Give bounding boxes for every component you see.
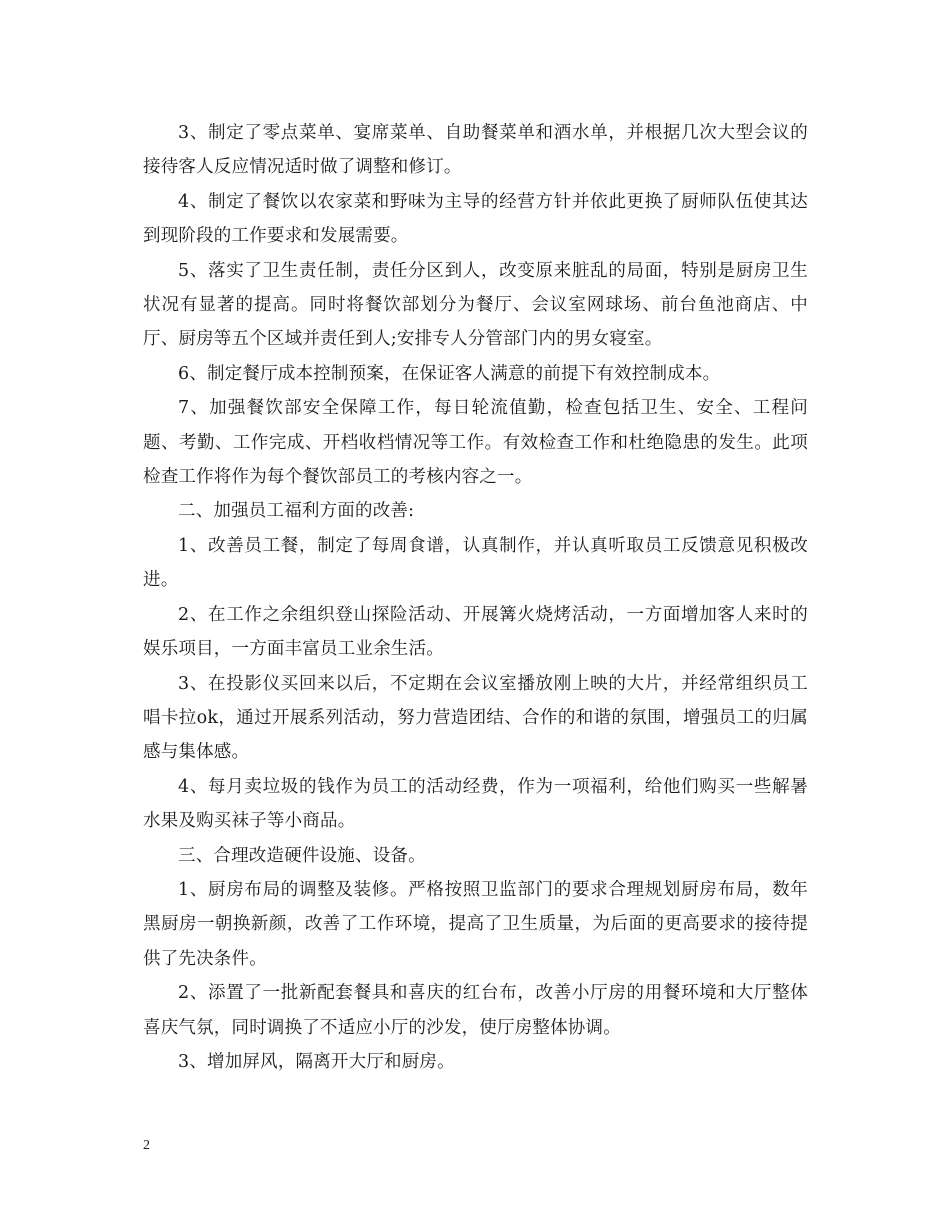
paragraph-new-tableware: 2、添置了一批新配套餐具和喜庆的红台布，改善小厅房的用餐环境和大厅整体喜庆气氛，同时调换了不适应小厅的沙发，使厅房整体协调。 [143,983,808,1038]
paragraph-kitchen-renovation: 1、厨房布局的调整及装修。严格按照卫监部门的要求合理规划厨房布局，数年黑厨房一朝换新颜，改善了工作环境，提高了卫生质量，为后面的更高要求的接待提供了先决条件。 [143,879,808,969]
paragraph-team-activities: 3、在投影仪买回来以后，不定期在会议室播放刚上映的大片，并经常组织员工唱卡拉ok，通过开展系列活动，努力营造团结、合作的和谐的氛围，增强员工的归属感与集体感。 [143,673,808,763]
paragraph-activity-funds: 4、每月卖垃圾的钱作为员工的活动经费，作为一项福利，给他们购买一些解暑水果及购买袜子等小商品。 [143,776,808,832]
document-body [143,116,808,1079]
section-heading-facilities: 三、合理改造硬件设施、设备。 [178,845,426,866]
paragraph-safety-work: 7、加强餐饮部安全保障工作，每日轮流值勤，检查包括卫生、安全、工程问题、考勤、工作完成、开档收档情况等工作。有效检查工作和杜绝隐患的发生。此项检查工作将作为每个餐饮部员工的考核内容之一。 [143,398,808,488]
paragraph-leisure-activities: 2、在工作之余组织登山探险活动、开展篝火烧烤活动，一方面增加客人来时的娱乐项目，一方面丰富员工业余生活。 [143,604,808,660]
paragraph-hygiene-responsibility: 5、落实了卫生责任制，责任分区到人，改变原来脏乱的局面，特别是厨房卫生状况有显著的提高。同时将餐饮部划分为餐厅、会议室网球场、前台鱼池商店、中厅、厨房等五个区域并责任到人;安排专人分管部门内的男女寝室。 [143,260,808,350]
page-number: 2 [143,1138,150,1153]
paragraph-screens: 3、增加屏风，隔离开大厅和厨房。 [178,1051,455,1072]
paragraph-cost-control: 6、制定餐厅成本控制预案，在保证客人满意的前提下有效控制成本。 [178,363,721,384]
section-heading-welfare: 二、加强员工福利方面的改善: [178,501,415,522]
paragraph-menu-updates: 3、制定了零点菜单、宴席菜单、自助餐菜单和酒水单，并根据几次大型会议的接待客人反应情况适时做了调整和修订。 [143,123,808,178]
paragraph-staff-meals: 1、改善员工餐，制定了每周食谱，认真制作，并认真听取员工反馈意见积极改进。 [143,535,808,591]
paragraph-business-policy: 4、制定了餐饮以农家菜和野味为主导的经营方针并依此更换了厨师队伍使其达到现阶段的工作要求和发展需要。 [143,191,808,247]
